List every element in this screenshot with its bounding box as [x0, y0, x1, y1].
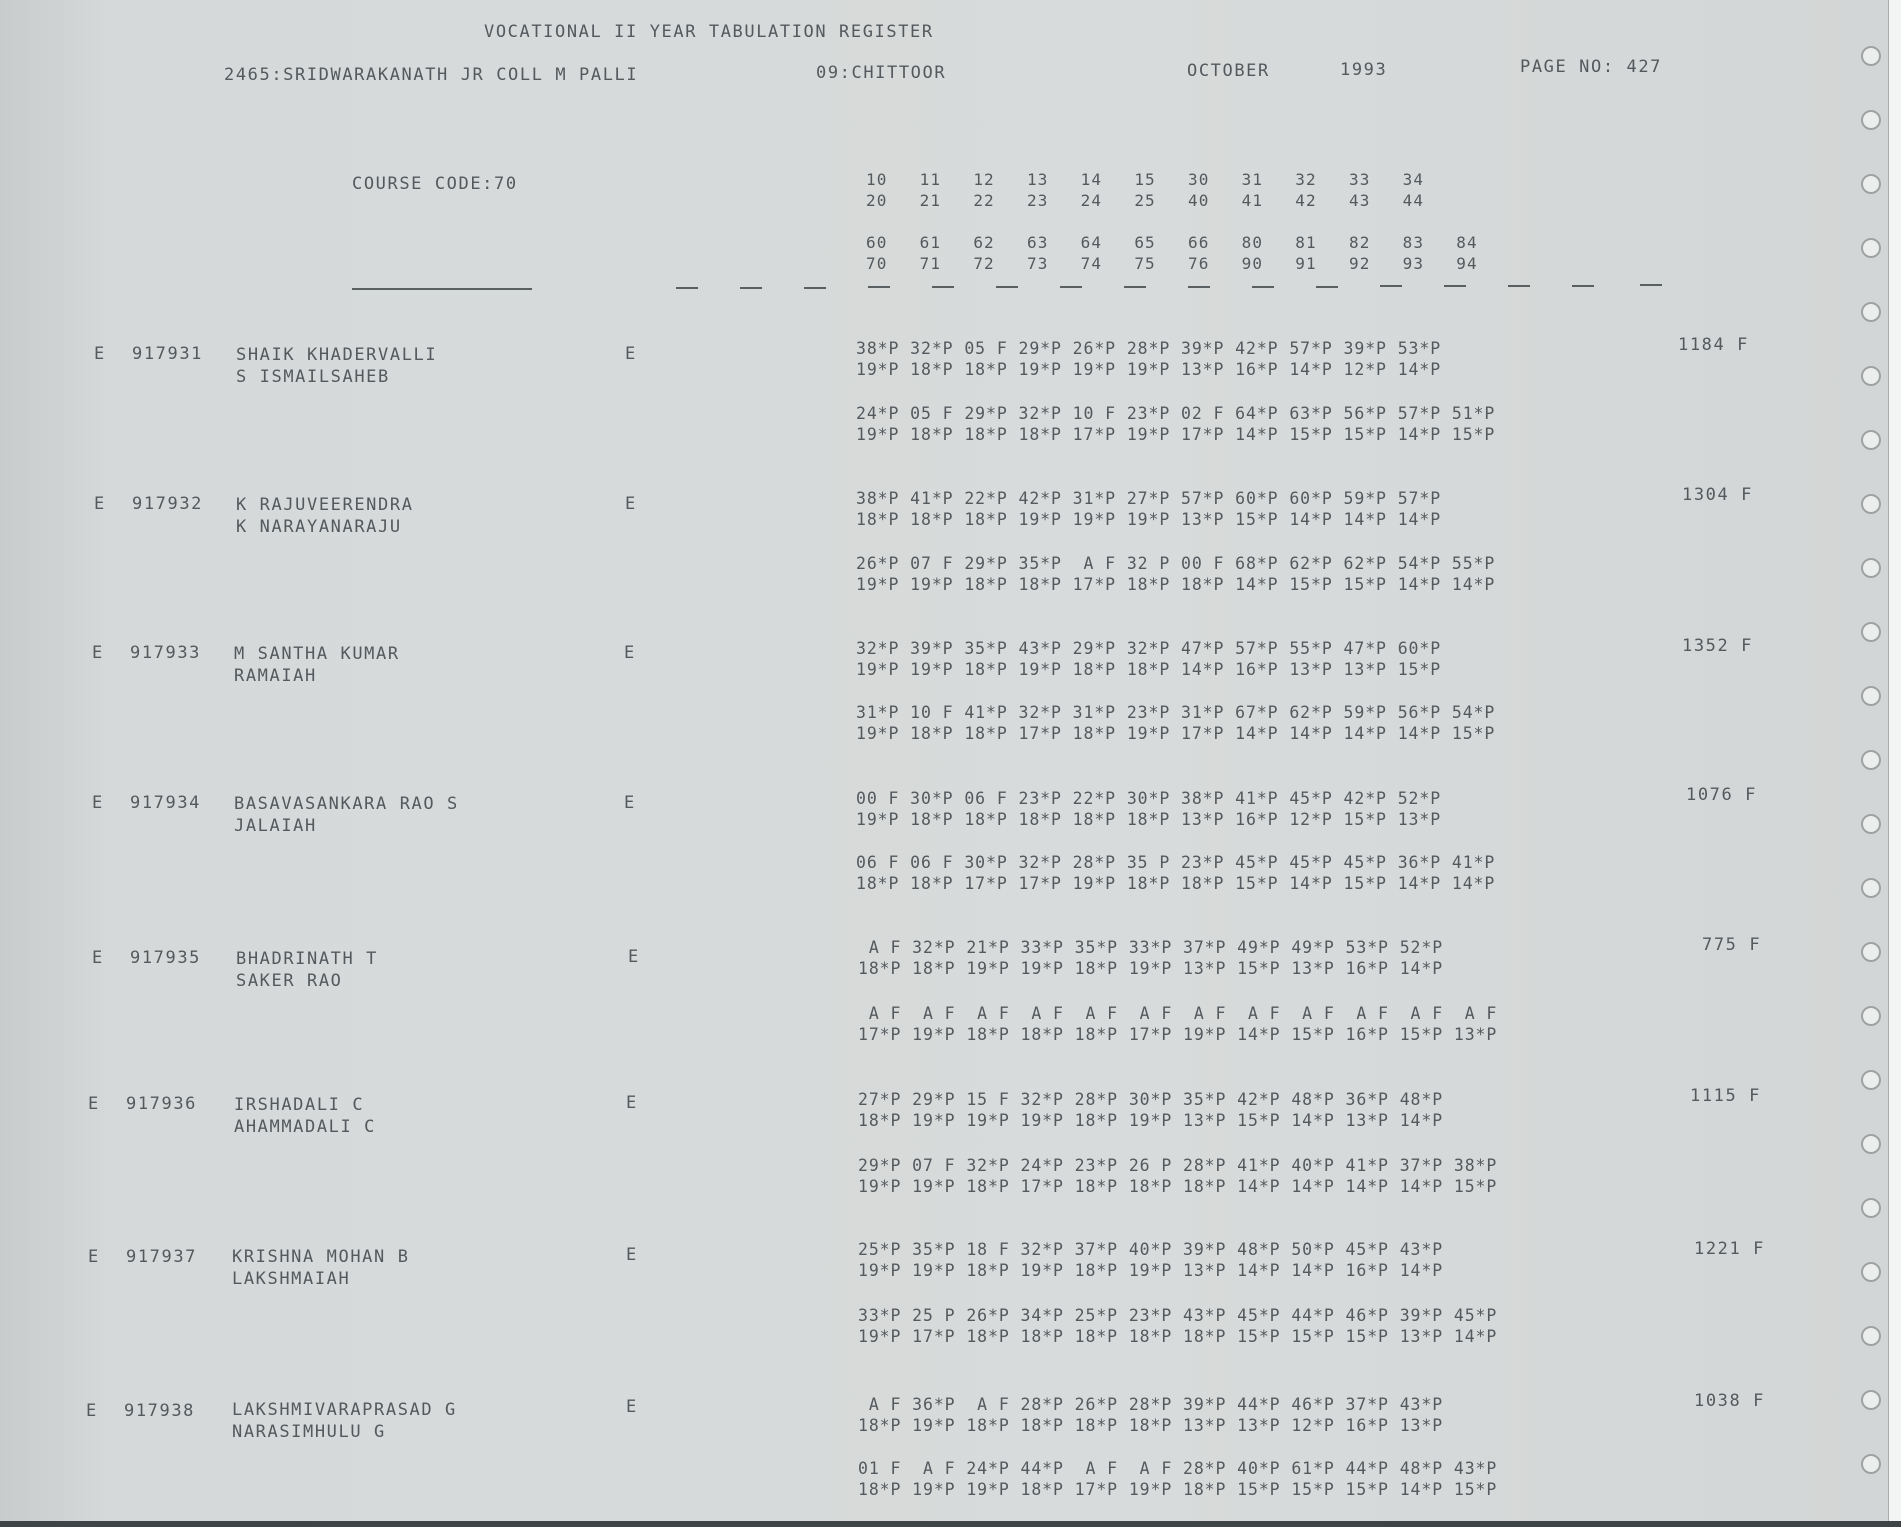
feed-hole — [1861, 1326, 1881, 1346]
marks-line-1: 38*P 41*P 22*P 42*P 31*P 27*P 57*P 60*P 60*P 59*P 57*P — [856, 489, 1442, 508]
marks-line-2: 18*P 19*P 18*P 18*P 18*P 18*P 13*P 13*P 12*P 16*P 13*P — [858, 1416, 1444, 1435]
marks-line-3: 26*P 07 F 29*P 35*P A F 32 P 00 F 68*P 62*P 62*P 54*P 55*P — [856, 554, 1496, 573]
feed-hole — [1861, 174, 1881, 194]
column-rule — [676, 287, 698, 289]
student-name: K RAJUVEERENDRA — [236, 495, 414, 515]
student-name: BASAVASANKARA RAO S — [234, 794, 459, 814]
feed-hole — [1861, 1006, 1881, 1026]
feed-hole — [1861, 366, 1881, 386]
column-rule — [804, 287, 826, 289]
medium-code: E — [624, 643, 636, 663]
marks-line-1: 25*P 35*P 18 F 32*P 37*P 40*P 39*P 48*P 50*P 45*P 43*P — [858, 1240, 1444, 1259]
student-name: KRISHNA MOHAN B — [232, 1247, 410, 1267]
grand-total: 1115 F — [1690, 1086, 1762, 1106]
feed-hole — [1861, 1070, 1881, 1090]
student-name: M SANTHA KUMAR — [234, 644, 400, 664]
column-rule — [932, 286, 954, 288]
subject-codes-row-2: 20 21 22 23 24 25 40 41 42 43 44 — [866, 191, 1425, 210]
feed-hole — [1861, 878, 1881, 898]
paper-bottom-edge — [0, 1521, 1901, 1527]
marks-line-4: 19*P 18*P 18*P 18*P 17*P 19*P 17*P 14*P 15*P 15*P 14*P 15*P — [856, 425, 1496, 444]
parent-name: LAKSHMAIAH — [232, 1269, 351, 1289]
grand-total: 1221 F — [1694, 1239, 1766, 1259]
medium-code: E — [628, 947, 640, 967]
marks-line-4: 19*P 19*P 18*P 18*P 17*P 18*P 18*P 14*P 15*P 15*P 14*P 14*P — [856, 575, 1496, 594]
feed-hole — [1861, 1134, 1881, 1154]
roll-number: 917937 — [126, 1247, 198, 1267]
student-name: IRSHADALI C — [234, 1095, 365, 1115]
college-name: 2465:SRIDWARAKANATH JR COLL M PALLI — [224, 65, 639, 85]
subject-codes-row-1: 10 11 12 13 14 15 30 31 32 33 34 — [866, 170, 1425, 189]
parent-name: NARASIMHULU G — [232, 1422, 386, 1442]
grand-total: 1038 F — [1694, 1391, 1766, 1411]
feed-hole — [1861, 1390, 1881, 1410]
column-rule — [740, 287, 762, 289]
marks-line-3: 24*P 05 F 29*P 32*P 10 F 23*P 02 F 64*P 63*P 56*P 57*P 51*P — [856, 404, 1496, 423]
feed-hole — [1861, 238, 1881, 258]
marks-line-4: 17*P 19*P 18*P 18*P 18*P 17*P 19*P 14*P 15*P 16*P 15*P 13*P — [858, 1025, 1498, 1044]
marks-line-4: 18*P 18*P 17*P 17*P 19*P 18*P 18*P 15*P 14*P 15*P 14*P 14*P — [856, 874, 1496, 893]
exam-year: 1993 — [1340, 60, 1388, 80]
student-name: LAKSHMIVARAPRASAD G — [232, 1400, 457, 1420]
marks-line-2: 19*P 18*P 18*P 18*P 18*P 18*P 13*P 16*P 12*P 15*P 13*P — [856, 810, 1442, 829]
column-rule — [1444, 285, 1466, 287]
marks-line-3: 31*P 10 F 41*P 32*P 31*P 23*P 31*P 67*P 62*P 59*P 56*P 54*P — [856, 703, 1496, 722]
column-rule — [1508, 285, 1530, 287]
subject-codes-row-3: 60 61 62 63 64 65 66 80 81 82 83 84 — [866, 233, 1478, 252]
marks-line-4: 19*P 18*P 18*P 17*P 18*P 19*P 17*P 14*P 14*P 14*P 14*P 15*P — [856, 724, 1496, 743]
marks-line-1: 27*P 29*P 15 F 32*P 28*P 30*P 35*P 42*P 48*P 36*P 48*P — [858, 1090, 1444, 1109]
roll-number: 917934 — [130, 793, 202, 813]
column-rule — [996, 286, 1018, 288]
marks-line-2: 18*P 18*P 19*P 19*P 18*P 19*P 13*P 15*P 13*P 16*P 14*P — [858, 959, 1444, 978]
roll-number: 917935 — [130, 948, 202, 968]
marks-line-3: 29*P 07 F 32*P 24*P 23*P 26 P 28*P 41*P 40*P 41*P 37*P 38*P — [858, 1156, 1498, 1175]
course-code: COURSE CODE:70 — [352, 174, 518, 194]
page-number: PAGE NO: 427 — [1520, 57, 1663, 77]
marks-line-3: A F A F A F A F A F A F A F A F A F A F A F A F — [858, 1004, 1498, 1023]
roll-number: 917936 — [126, 1094, 198, 1114]
feed-hole — [1861, 622, 1881, 642]
column-rule — [1316, 286, 1338, 288]
column-rule — [1124, 286, 1146, 288]
stream-code: E — [88, 1247, 100, 1267]
grand-total: 1304 F — [1682, 485, 1754, 505]
column-rule — [1188, 286, 1210, 288]
feed-hole — [1861, 1262, 1881, 1282]
marks-line-4: 19*P 17*P 18*P 18*P 18*P 18*P 18*P 15*P 15*P 15*P 13*P 14*P — [858, 1327, 1498, 1346]
marks-line-2: 18*P 18*P 18*P 19*P 19*P 19*P 13*P 15*P 14*P 14*P 14*P — [856, 510, 1442, 529]
marks-line-1: 00 F 30*P 06 F 23*P 22*P 30*P 38*P 41*P 45*P 42*P 52*P — [856, 789, 1442, 808]
feed-hole — [1861, 1198, 1881, 1218]
marks-line-1: A F 36*P A F 28*P 26*P 28*P 39*P 44*P 46*P 37*P 43*P — [858, 1395, 1444, 1414]
marks-line-3: 01 F A F 24*P 44*P A F A F 28*P 40*P 61*P 44*P 48*P 43*P — [858, 1459, 1498, 1478]
register-title: VOCATIONAL II YEAR TABULATION REGISTER — [484, 22, 934, 42]
grand-total: 1352 F — [1682, 636, 1754, 656]
medium-code: E — [626, 1397, 638, 1417]
roll-number: 917932 — [132, 494, 204, 514]
medium-code: E — [624, 793, 636, 813]
feed-hole — [1861, 430, 1881, 450]
stream-code: E — [88, 1094, 100, 1114]
stream-code: E — [92, 793, 104, 813]
exam-month: OCTOBER — [1187, 61, 1270, 81]
feed-hole — [1861, 750, 1881, 770]
column-rule — [1572, 285, 1594, 287]
stream-code: E — [94, 494, 106, 514]
marks-line-1: 38*P 32*P 05 F 29*P 26*P 28*P 39*P 42*P 57*P 39*P 53*P — [856, 339, 1442, 358]
feed-hole — [1861, 558, 1881, 578]
parent-name: AHAMMADALI C — [234, 1117, 377, 1137]
column-rule — [1252, 286, 1274, 288]
roll-number: 917938 — [124, 1401, 196, 1421]
feed-hole — [1861, 110, 1881, 130]
parent-name: K NARAYANARAJU — [236, 517, 402, 537]
marks-line-2: 19*P 19*P 18*P 19*P 18*P 19*P 13*P 14*P 14*P 16*P 14*P — [858, 1261, 1444, 1280]
marks-line-4: 18*P 19*P 19*P 18*P 17*P 19*P 18*P 15*P 15*P 15*P 14*P 15*P — [858, 1480, 1498, 1499]
paper-right-edge — [1888, 0, 1901, 1527]
name-column-rule — [352, 288, 532, 290]
roll-number: 917931 — [132, 344, 204, 364]
feed-hole — [1861, 494, 1881, 514]
medium-code: E — [625, 494, 637, 514]
column-rule — [1380, 285, 1402, 287]
parent-name: SAKER RAO — [236, 971, 343, 991]
marks-line-2: 18*P 19*P 19*P 19*P 18*P 19*P 13*P 15*P 14*P 13*P 14*P — [858, 1111, 1444, 1130]
marks-line-2: 19*P 18*P 18*P 19*P 19*P 19*P 13*P 16*P 14*P 12*P 14*P — [856, 360, 1442, 379]
medium-code: E — [626, 1093, 638, 1113]
medium-code: E — [626, 1245, 638, 1265]
marks-line-3: 06 F 06 F 30*P 32*P 28*P 35 P 23*P 45*P 45*P 45*P 36*P 41*P — [856, 853, 1496, 872]
feed-hole — [1861, 1454, 1881, 1474]
subject-codes-row-4: 70 71 72 73 74 75 76 90 91 92 93 94 — [866, 254, 1478, 273]
parent-name: JALAIAH — [234, 816, 317, 836]
student-name: SHAIK KHADERVALLI — [236, 345, 438, 365]
feed-hole — [1861, 46, 1881, 66]
feed-hole — [1861, 302, 1881, 322]
student-name: BHADRINATH T — [236, 949, 379, 969]
marks-line-1: A F 32*P 21*P 33*P 35*P 33*P 37*P 49*P 49*P 53*P 52*P — [858, 938, 1444, 957]
stream-code: E — [94, 344, 106, 364]
feed-hole — [1861, 814, 1881, 834]
grand-total: 1076 F — [1686, 785, 1758, 805]
stream-code: E — [92, 643, 104, 663]
parent-name: S ISMAILSAHEB — [236, 367, 390, 387]
district-name: 09:CHITTOOR — [816, 63, 947, 83]
stream-code: E — [92, 948, 104, 968]
feed-hole — [1861, 686, 1881, 706]
medium-code: E — [625, 344, 637, 364]
parent-name: RAMAIAH — [234, 666, 317, 686]
column-rule — [1640, 284, 1662, 286]
feed-hole — [1861, 942, 1881, 962]
marks-line-2: 19*P 19*P 18*P 19*P 18*P 18*P 14*P 16*P 13*P 13*P 15*P — [856, 660, 1442, 679]
marks-line-4: 19*P 19*P 18*P 17*P 18*P 18*P 18*P 14*P 14*P 14*P 14*P 15*P — [858, 1177, 1498, 1196]
grand-total: 1184 F — [1678, 335, 1750, 355]
column-rule — [868, 286, 890, 288]
roll-number: 917933 — [130, 643, 202, 663]
marks-line-1: 32*P 39*P 35*P 43*P 29*P 32*P 47*P 57*P 55*P 47*P 60*P — [856, 639, 1442, 658]
grand-total: 775 F — [1702, 935, 1762, 955]
stream-code: E — [86, 1401, 98, 1421]
column-rule — [1060, 286, 1082, 288]
marks-line-3: 33*P 25 P 26*P 34*P 25*P 23*P 43*P 45*P 44*P 46*P 39*P 45*P — [858, 1306, 1498, 1325]
